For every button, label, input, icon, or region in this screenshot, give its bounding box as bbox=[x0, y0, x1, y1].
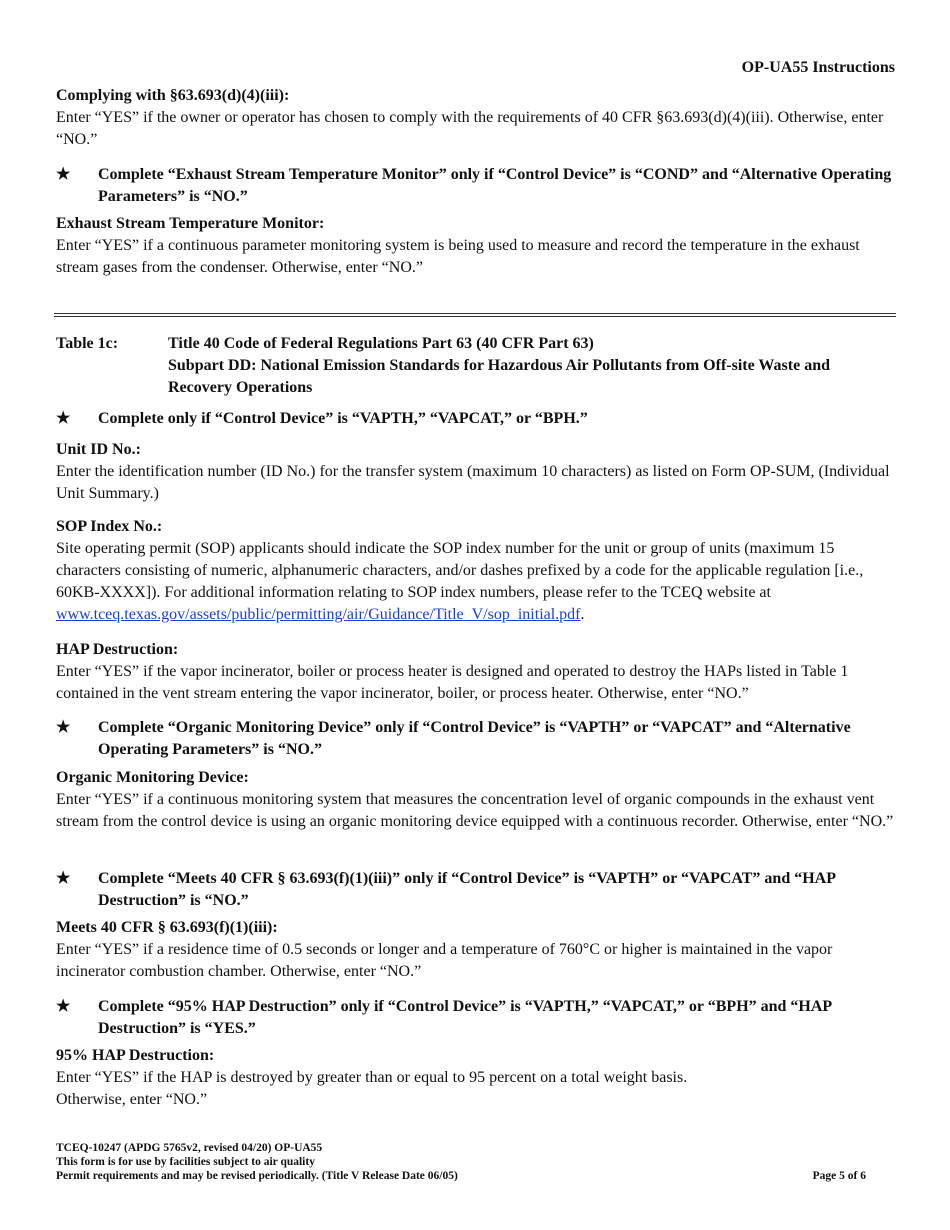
table-title bbox=[168, 333, 896, 399]
note-text: Complete “Exhaust Stream Temperature Monitor” only if “Control Device” is “COND” and “Alternative Operating Parameters” is “NO.” bbox=[98, 166, 892, 205]
section-heading: Organic Monitoring Device: bbox=[56, 769, 249, 786]
section-heading: SOP Index No.: bbox=[56, 518, 163, 535]
note-text: Complete only if “Control Device” is “VAPTH,” “VAPCAT,” or “BPH.” bbox=[98, 410, 588, 427]
table-label: Table 1c: bbox=[56, 335, 119, 352]
instruction-note bbox=[56, 717, 896, 761]
section-meets bbox=[56, 917, 896, 983]
section-text: Enter “YES” if the vapor incinerator, boiler or process heater is designed and operated to destroy the HAPs listed in Table 1 contained in the vent stream entering the vapor incinerator, boiler, or process heater. Otherwise, enter “NO.” bbox=[56, 663, 849, 702]
note-text: Complete “Meets 40 CFR § 63.693(f)(1)(iii)” only if “Control Device” is “VAPTH” or “VAPCAT” and “HAP Destruction” is “NO.” bbox=[98, 870, 836, 909]
section-text: Enter “YES” if the HAP is destroyed by greater than or equal to 95 percent on a total weight basis. bbox=[56, 1069, 688, 1086]
section-heading: Unit ID No.: bbox=[56, 441, 141, 458]
page-header-title: OP-UA55 Instructions bbox=[741, 59, 895, 76]
note-text: Complete “95% HAP Destruction” only if “Control Device” is “VAPTH,” “VAPCAT,” or “BPH” and “HAP Destruction” is “YES.” bbox=[98, 998, 832, 1037]
section-text: Enter “YES” if a residence time of 0.5 seconds or longer and a temperature of 760°C or higher is maintained in the vapor incinerator combustion chamber. Otherwise, enter “NO.” bbox=[56, 941, 833, 980]
section-complying bbox=[56, 85, 896, 151]
section-organic bbox=[56, 767, 896, 833]
instruction-note bbox=[56, 868, 896, 912]
section-heading: Complying with §63.693(d)(4)(iii): bbox=[56, 87, 290, 104]
table-title-line: Title 40 Code of Federal Regulations Part 63 (40 CFR Part 63) bbox=[168, 335, 594, 352]
star-icon: ★ bbox=[56, 166, 71, 183]
section-heading: HAP Destruction: bbox=[56, 641, 179, 658]
section-divider bbox=[54, 313, 896, 317]
section-text: Enter the identification number (ID No.) for the transfer system (maximum 10 characters) as listed on Form OP-SUM, (Individual Unit Summary.) bbox=[56, 463, 890, 502]
section-95-hap bbox=[56, 1045, 896, 1111]
footer-form-id: TCEQ-10247 (APDG 5765v2, revised 04/20) OP-UA55 bbox=[56, 1142, 323, 1154]
sop-guidance-link[interactable]: www.tceq.texas.gov/assets/public/permitting/air/Guidance/Title_V/sop_initial.pdf bbox=[56, 606, 581, 623]
instruction-note bbox=[56, 408, 896, 430]
table-title-line: Subpart DD: National Emission Standards for Hazardous Air Pollutants from Off-site Waste and Recovery Operations bbox=[168, 357, 830, 396]
section-heading: 95% HAP Destruction: bbox=[56, 1047, 215, 1064]
footer bbox=[56, 1141, 896, 1183]
section-hap-destruction bbox=[56, 639, 896, 705]
section-sop bbox=[56, 516, 896, 626]
section-text: Enter “YES” if a continuous monitoring system that measures the concentration level of organic compounds in the exhaust vent stream from the control device is using an organic monitoring device equipped with a continuous recorder. Otherwise, enter “NO.” bbox=[56, 791, 894, 830]
instruction-note bbox=[56, 164, 896, 208]
section-text: Site operating permit (SOP) applicants should indicate the SOP index number for the unit or group of units (maximum 15 characters consisting of numeric, alphanumeric characters, and/or dashes prefixed by a code for the applicable regulation [i.e., 60KB-XXXX]). For additional information relating to SOP index numbers, please refer to the TCEQ website at bbox=[56, 540, 864, 601]
page-number: Page 5 of 6 bbox=[812, 1170, 866, 1182]
section-heading: Exhaust Stream Temperature Monitor: bbox=[56, 215, 325, 232]
instruction-note bbox=[56, 996, 896, 1040]
star-icon: ★ bbox=[56, 870, 71, 887]
section-heading: Meets 40 CFR § 63.693(f)(1)(iii): bbox=[56, 919, 278, 936]
footer-note: This form is for use by facilities subject to air quality bbox=[56, 1156, 315, 1168]
footer-note: Permit requirements and may be revised periodically. (Title V Release Date 06/05) bbox=[56, 1170, 458, 1182]
section-exhaust bbox=[56, 213, 896, 279]
section-text: Otherwise, enter “NO.” bbox=[56, 1091, 208, 1108]
section-text: Enter “YES” if the owner or operator has chosen to comply with the requirements of 40 CFR §63.693(d)(4)(iii). Otherwise, enter “NO.” bbox=[56, 109, 884, 148]
star-icon: ★ bbox=[56, 719, 71, 736]
star-icon: ★ bbox=[56, 998, 71, 1015]
note-text: Complete “Organic Monitoring Device” only if “Control Device” is “VAPTH” or “VAPCAT” and “Alternative Operating Parameters” is “NO.” bbox=[98, 719, 851, 758]
section-text-end: . bbox=[580, 606, 585, 623]
section-text: Enter “YES” if a continuous parameter monitoring system is being used to measure and record the temperature in the exhaust stream gases from the condenser. Otherwise, enter “NO.” bbox=[56, 237, 860, 276]
section-unit-id bbox=[56, 439, 896, 505]
star-icon: ★ bbox=[56, 410, 71, 427]
